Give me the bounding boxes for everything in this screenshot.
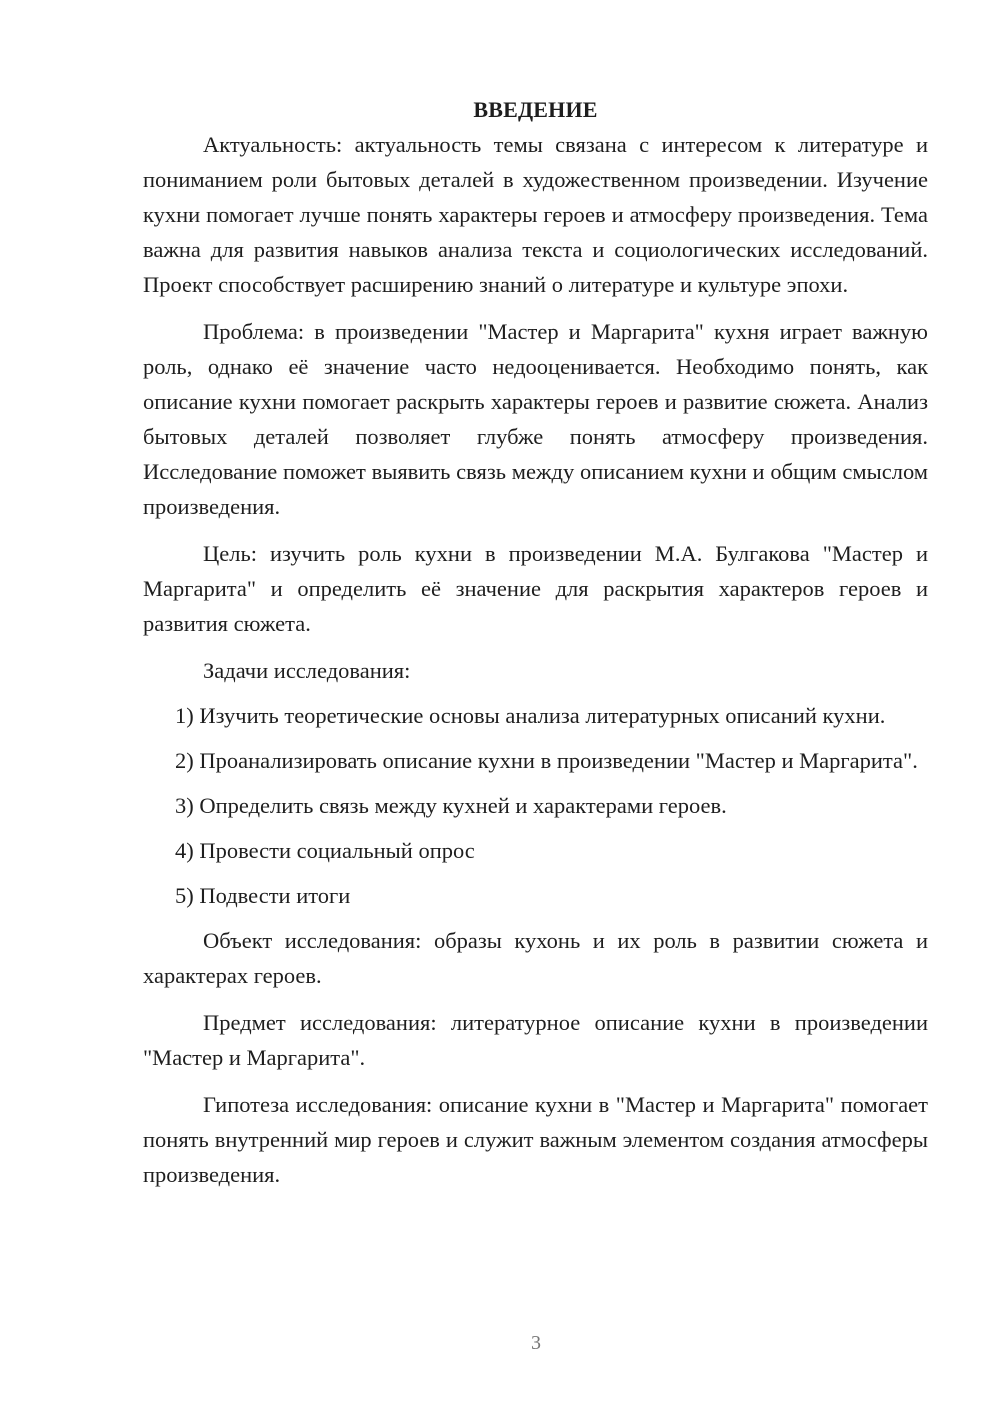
subject-paragraph: Предмет исследования: литературное описание кухни в произведении "Мастер и Маргарита".	[143, 1010, 928, 1070]
task-item-4: 4) Провести социальный опрос	[175, 838, 475, 863]
page-number: 3	[531, 1332, 541, 1354]
object-paragraph: Объект исследования: образы кухонь и их роль в развитии сюжета и характерах героев.	[143, 928, 928, 988]
task-item-2: 2) Проанализировать описание кухни в произведении "Мастер и Маргарита".	[175, 748, 918, 773]
section-title: ВВЕДЕНИЕ	[473, 97, 598, 122]
goal-paragraph: Цель: изучить роль кухни в произведении М.А. Булгакова "Мастер и Маргарита" и определить её значение для раскрытия характеров героев и развития сюжета.	[143, 541, 928, 636]
task-item-3: 3) Определить связь между кухней и характерами героев.	[175, 793, 727, 818]
document-page	[143, 92, 928, 1204]
relevance-paragraph: Актуальность: актуальность темы связана с интересом к литературе и пониманием роли бытовых деталей в художественном произведении. Изучение кухни помогает лучше понять характеры героев и атмосферу произведения. Тема важна для развития навыков анализа текста и социологических исследований. Проект способствует расширению знаний о литературе и культуре эпохи.	[143, 132, 928, 297]
hypothesis-paragraph: Гипотеза исследования: описание кухни в "Мастер и Маргарита" помогает понять внутренний мир героев и служит важным элементом создания атмосферы произведения.	[143, 1092, 928, 1187]
problem-paragraph: Проблема: в произведении "Мастер и Маргарита" кухня играет важную роль, однако её значение часто недооценивается. Необходимо понять, как описание кухни помогает раскрыть характеры героев и развитие сюжета. Анализ бытовых деталей позволяет глубже понять атмосферу произведения. Исследование поможет выявить связь между описанием кухни и общим смыслом произведения.	[143, 319, 928, 519]
tasks-label: Задачи исследования:	[203, 658, 411, 683]
task-item-5: 5) Подвести итоги	[175, 883, 351, 908]
task-item-1: 1) Изучить теоретические основы анализа литературных описаний кухни.	[175, 703, 886, 728]
